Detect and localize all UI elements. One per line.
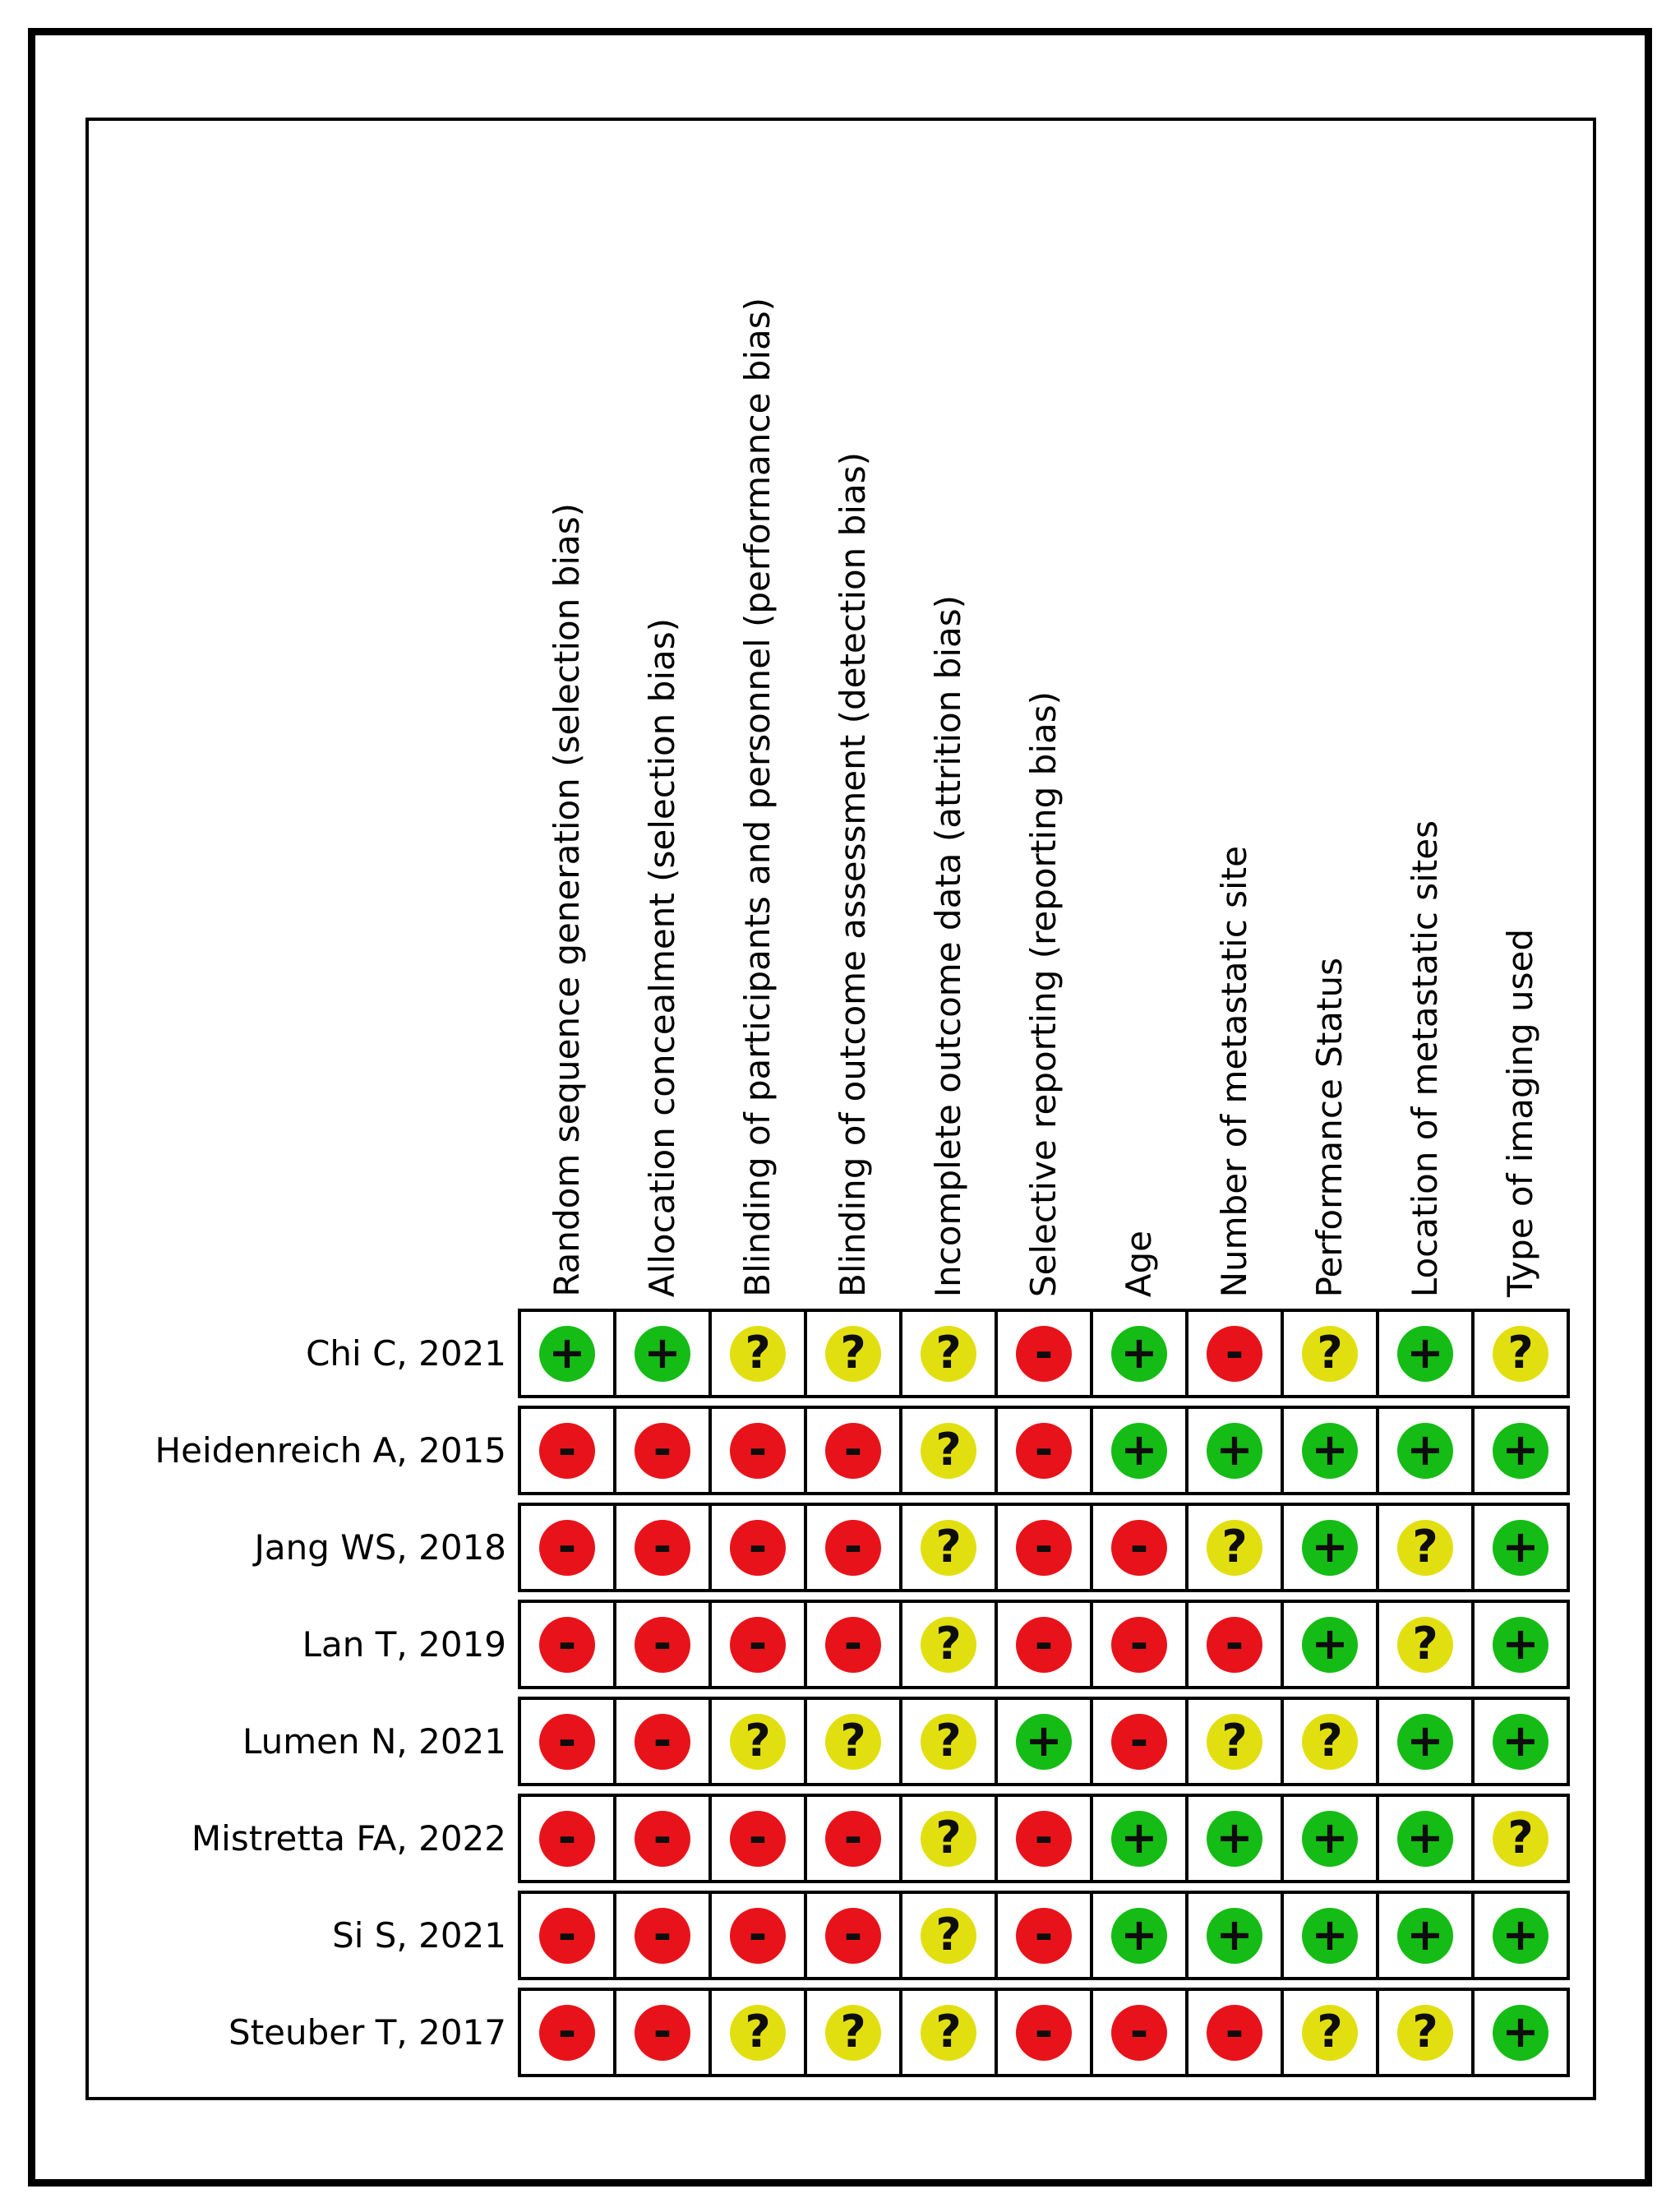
study-label: Lan T, 2019 bbox=[302, 1624, 506, 1665]
rating-circle: - bbox=[539, 2005, 595, 2061]
rating-circle: ? bbox=[921, 1423, 976, 1479]
rating-cell bbox=[1093, 1797, 1185, 1880]
rating-circle: - bbox=[635, 1714, 690, 1770]
rating-circle: - bbox=[635, 1908, 690, 1964]
rating-cell bbox=[521, 1409, 613, 1492]
rating-circle: + bbox=[539, 1326, 595, 1382]
rating-cell bbox=[1093, 1991, 1185, 2074]
rating-cell bbox=[1093, 1409, 1185, 1492]
rating-circle: ? bbox=[730, 1714, 786, 1770]
rating-cell bbox=[712, 1312, 804, 1395]
rating-circle: - bbox=[730, 1423, 786, 1479]
rating-cell bbox=[998, 1603, 1090, 1686]
rating-cell bbox=[712, 1991, 804, 2074]
rating-circle: ? bbox=[1397, 1520, 1453, 1576]
rating-cell bbox=[1188, 1700, 1281, 1783]
rating-circle: + bbox=[1111, 1423, 1167, 1479]
rating-cell bbox=[902, 1506, 995, 1589]
rating-cell bbox=[712, 1409, 804, 1492]
rating-cell bbox=[521, 1312, 613, 1395]
study-label: Chi C, 2021 bbox=[306, 1333, 506, 1374]
rating-circle: + bbox=[1111, 1908, 1167, 1964]
rating-circle: + bbox=[1302, 1908, 1358, 1964]
rating-circle: - bbox=[539, 1617, 595, 1673]
column-header: Incomplete outcome data (attrition bias) bbox=[928, 594, 968, 1297]
rating-cell bbox=[616, 1700, 708, 1783]
rating-cell bbox=[521, 1797, 613, 1880]
rating-cell bbox=[616, 1506, 708, 1589]
rating-circle: + bbox=[1493, 1908, 1548, 1964]
rating-cell bbox=[902, 1894, 995, 1977]
rating-circle: - bbox=[1016, 1811, 1072, 1867]
rating-cell bbox=[1475, 1409, 1567, 1492]
rating-circle: - bbox=[1111, 1617, 1167, 1673]
rating-circle: - bbox=[1016, 1326, 1072, 1382]
rating-cell bbox=[1188, 1894, 1281, 1977]
column-header: Location of metastatic sites bbox=[1405, 820, 1445, 1297]
rating-circle: - bbox=[1207, 1617, 1262, 1673]
rating-cell bbox=[902, 1991, 995, 2074]
rating-circle: - bbox=[1016, 2005, 1072, 2061]
rating-circle: - bbox=[1016, 1908, 1072, 1964]
rating-circle: ? bbox=[921, 1811, 976, 1867]
rating-circle: - bbox=[1111, 2005, 1167, 2061]
column-header: Selective reporting (reporting bias) bbox=[1023, 690, 1064, 1297]
rating-circle: ? bbox=[1493, 1326, 1548, 1382]
rating-circle: + bbox=[1397, 1423, 1453, 1479]
rating-cell bbox=[1284, 1506, 1376, 1589]
rating-circle: ? bbox=[825, 1714, 881, 1770]
column-header: Age bbox=[1119, 1230, 1159, 1297]
rating-cell bbox=[807, 1506, 899, 1589]
rating-cell bbox=[712, 1603, 804, 1686]
rating-cell bbox=[712, 1797, 804, 1880]
rating-circle: - bbox=[1207, 1326, 1262, 1382]
rating-cell bbox=[521, 1991, 613, 2074]
rating-cell bbox=[1379, 1506, 1471, 1589]
rating-cell bbox=[1475, 1700, 1567, 1783]
column-header: Type of imaging used bbox=[1500, 929, 1540, 1297]
rating-cell bbox=[521, 1603, 613, 1686]
rating-cell bbox=[616, 1312, 708, 1395]
rating-cell bbox=[1379, 1603, 1471, 1686]
rating-cell bbox=[1284, 1797, 1376, 1880]
rating-cell bbox=[902, 1603, 995, 1686]
rating-circle: ? bbox=[730, 2005, 786, 2061]
rating-circle: ? bbox=[921, 2005, 976, 2061]
column-header: Performance Status bbox=[1309, 957, 1350, 1297]
rating-circle: - bbox=[1016, 1617, 1072, 1673]
rating-circle: - bbox=[1016, 1423, 1072, 1479]
rating-cell bbox=[521, 1700, 613, 1783]
study-label: Steuber T, 2017 bbox=[228, 2012, 506, 2053]
rating-circle: ? bbox=[921, 1908, 976, 1964]
rating-cell bbox=[1379, 1312, 1471, 1395]
rating-circle: ? bbox=[921, 1326, 976, 1382]
study-row bbox=[518, 1406, 1570, 1495]
rating-circle: + bbox=[1493, 1714, 1548, 1770]
rating-circle: - bbox=[1111, 1520, 1167, 1576]
rating-cell bbox=[1475, 1603, 1567, 1686]
rating-cell bbox=[807, 1700, 899, 1783]
study-label: Jang WS, 2018 bbox=[254, 1527, 506, 1568]
rating-cell bbox=[1188, 1312, 1281, 1395]
rating-cell bbox=[998, 1409, 1090, 1492]
rating-cell bbox=[998, 1312, 1090, 1395]
rating-circle: ? bbox=[1397, 2005, 1453, 2061]
column-header: Blinding of outcome assessment (detection bias) bbox=[833, 452, 873, 1297]
rating-cell bbox=[1379, 1991, 1471, 2074]
rating-cell bbox=[902, 1700, 995, 1783]
rating-circle: ? bbox=[1302, 1714, 1358, 1770]
rating-circle: - bbox=[539, 1423, 595, 1479]
rating-circle: + bbox=[1111, 1811, 1167, 1867]
rating-cell bbox=[1284, 1700, 1376, 1783]
rating-circle: + bbox=[1302, 1520, 1358, 1576]
rating-circle: - bbox=[825, 1520, 881, 1576]
study-row bbox=[518, 1309, 1570, 1398]
rating-circle: + bbox=[1397, 1326, 1453, 1382]
rating-circle: - bbox=[825, 1617, 881, 1673]
study-row bbox=[518, 1794, 1570, 1883]
rating-circle: - bbox=[825, 1423, 881, 1479]
rating-cell bbox=[1188, 1991, 1281, 2074]
rating-cell bbox=[1093, 1506, 1185, 1589]
rating-circle: - bbox=[539, 1714, 595, 1770]
study-label: Mistretta FA, 2022 bbox=[191, 1818, 506, 1859]
rating-circle: - bbox=[635, 1423, 690, 1479]
rating-circle: ? bbox=[921, 1520, 976, 1576]
rating-circle: + bbox=[1207, 1811, 1262, 1867]
rating-cell bbox=[807, 1894, 899, 1977]
column-header: Number of metastatic site bbox=[1214, 845, 1254, 1297]
rating-circle: ? bbox=[1493, 1811, 1548, 1867]
rating-cell bbox=[1379, 1409, 1471, 1492]
rating-circle: - bbox=[539, 1811, 595, 1867]
study-row bbox=[518, 1600, 1570, 1689]
rating-circle: + bbox=[1493, 1520, 1548, 1576]
study-row bbox=[518, 1697, 1570, 1786]
study-label: Lumen N, 2021 bbox=[242, 1721, 506, 1762]
rating-circle: - bbox=[730, 1520, 786, 1576]
rating-cell bbox=[807, 1991, 899, 2074]
rating-cell bbox=[1188, 1409, 1281, 1492]
rating-cell bbox=[902, 1797, 995, 1880]
rating-cell bbox=[616, 1409, 708, 1492]
rating-cell bbox=[1475, 1312, 1567, 1395]
rating-cell bbox=[616, 1991, 708, 2074]
column-header: Allocation concealment (selection bias) bbox=[642, 617, 682, 1297]
rating-circle: - bbox=[539, 1908, 595, 1964]
rating-circle: ? bbox=[825, 1326, 881, 1382]
rating-circle: ? bbox=[730, 1326, 786, 1382]
rating-cell bbox=[1284, 1409, 1376, 1492]
rating-cell bbox=[902, 1312, 995, 1395]
rating-circle: ? bbox=[921, 1714, 976, 1770]
rating-circle: - bbox=[635, 1617, 690, 1673]
rating-circle: - bbox=[635, 1811, 690, 1867]
rating-cell bbox=[1284, 1603, 1376, 1686]
rating-circle: + bbox=[1016, 1714, 1072, 1770]
rating-circle: - bbox=[825, 1811, 881, 1867]
rating-cell bbox=[807, 1797, 899, 1880]
rating-cell bbox=[616, 1894, 708, 1977]
rating-cell bbox=[1093, 1312, 1185, 1395]
rating-cell bbox=[521, 1506, 613, 1589]
rating-cell bbox=[1284, 1894, 1376, 1977]
rating-circle: - bbox=[730, 1908, 786, 1964]
rating-cell bbox=[998, 1506, 1090, 1589]
rating-circle: + bbox=[1493, 1423, 1548, 1479]
rating-circle: - bbox=[635, 1520, 690, 1576]
rating-circle: - bbox=[825, 1908, 881, 1964]
rating-circle: ? bbox=[1207, 1520, 1262, 1576]
rating-cell bbox=[712, 1700, 804, 1783]
study-row bbox=[518, 1988, 1570, 2077]
rating-circle: - bbox=[730, 1617, 786, 1673]
rating-cell bbox=[807, 1312, 899, 1395]
study-label: Heidenreich A, 2015 bbox=[155, 1430, 506, 1471]
column-header: Random sequence generation (selection bias) bbox=[547, 503, 587, 1297]
rating-cell bbox=[1475, 1894, 1567, 1977]
rating-circle: - bbox=[730, 1811, 786, 1867]
rating-circle: + bbox=[1397, 1714, 1453, 1770]
study-row bbox=[518, 1891, 1570, 1980]
rating-cell bbox=[1475, 1506, 1567, 1589]
rating-cell bbox=[1284, 1312, 1376, 1395]
rating-cell bbox=[521, 1894, 613, 1977]
rating-circle: ? bbox=[1302, 2005, 1358, 2061]
rating-cell bbox=[1475, 1991, 1567, 2074]
rating-circle: ? bbox=[921, 1617, 976, 1673]
rating-circle: - bbox=[1111, 1714, 1167, 1770]
rating-circle: + bbox=[1111, 1326, 1167, 1382]
rating-cell bbox=[1093, 1603, 1185, 1686]
rating-circle: ? bbox=[825, 2005, 881, 2061]
rating-cell bbox=[902, 1409, 995, 1492]
rating-cell bbox=[1284, 1991, 1376, 2074]
rating-circle: - bbox=[1207, 2005, 1262, 2061]
rating-circle: ? bbox=[1302, 1326, 1358, 1382]
rating-cell bbox=[998, 1797, 1090, 1880]
rating-circle: + bbox=[635, 1326, 690, 1382]
rating-cell bbox=[1093, 1700, 1185, 1783]
rating-cell bbox=[807, 1409, 899, 1492]
rating-cell bbox=[998, 1700, 1090, 1783]
rating-cell bbox=[1188, 1603, 1281, 1686]
rating-cell bbox=[1093, 1894, 1185, 1977]
rating-circle: + bbox=[1397, 1811, 1453, 1867]
study-label: Si S, 2021 bbox=[332, 1915, 506, 1956]
rating-cell bbox=[1379, 1894, 1471, 1977]
rating-cell bbox=[998, 1894, 1090, 1977]
rating-circle: + bbox=[1493, 2005, 1548, 2061]
rating-circle: + bbox=[1302, 1811, 1358, 1867]
rating-circle: - bbox=[1016, 1520, 1072, 1576]
rating-cell bbox=[712, 1506, 804, 1589]
column-header: Blinding of participants and personnel (performance bias) bbox=[737, 298, 778, 1297]
rating-circle: - bbox=[635, 2005, 690, 2061]
rating-cell bbox=[1379, 1700, 1471, 1783]
rating-cell bbox=[616, 1603, 708, 1686]
rating-cell bbox=[616, 1797, 708, 1880]
rating-circle: + bbox=[1302, 1423, 1358, 1479]
rating-circle: + bbox=[1207, 1423, 1262, 1479]
rating-cell bbox=[1188, 1797, 1281, 1880]
rating-cell bbox=[807, 1603, 899, 1686]
rating-circle: + bbox=[1302, 1617, 1358, 1673]
study-row bbox=[518, 1503, 1570, 1592]
rating-cell bbox=[1188, 1506, 1281, 1589]
rating-circle: + bbox=[1207, 1908, 1262, 1964]
rating-cell bbox=[998, 1991, 1090, 2074]
rating-circle: + bbox=[1397, 1908, 1453, 1964]
rating-circle: + bbox=[1493, 1617, 1548, 1673]
rating-cell bbox=[1379, 1797, 1471, 1880]
rating-circle: ? bbox=[1397, 1617, 1453, 1673]
rating-circle: ? bbox=[1207, 1714, 1262, 1770]
rating-cell bbox=[712, 1894, 804, 1977]
rating-circle: - bbox=[539, 1520, 595, 1576]
rating-cell bbox=[1475, 1797, 1567, 1880]
